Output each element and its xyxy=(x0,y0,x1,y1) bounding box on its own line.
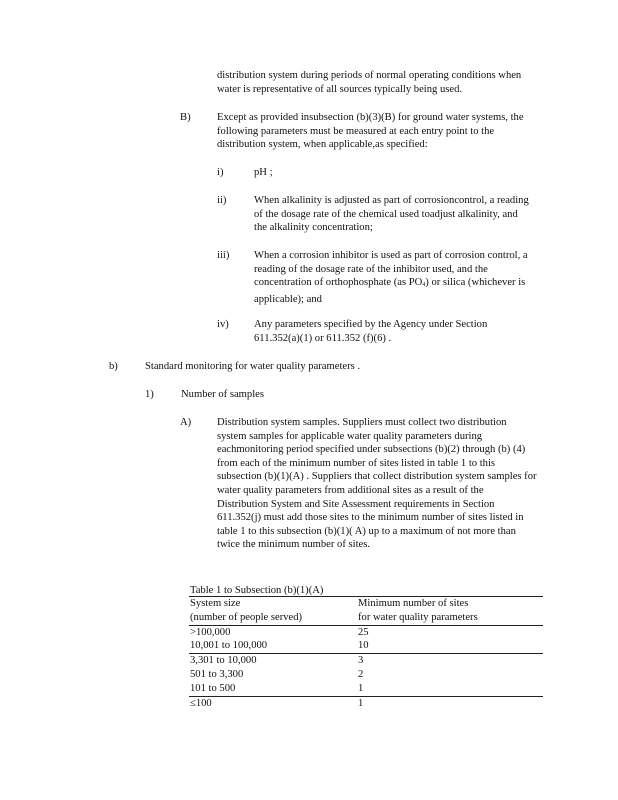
size-value: 501 to 3,300 xyxy=(190,668,244,680)
section-1-heading: Number of samples xyxy=(181,389,264,400)
header-col2-line1: Minimum number of sites xyxy=(358,598,469,609)
cell-size xyxy=(189,625,358,654)
section-1-label: 1) xyxy=(145,389,154,400)
item-b-text: Except as provided insubsection (b)(3)(B) for ground water systems, the following parameters must be measured at each entry point to the distribution system, when applicable,as specified: xyxy=(217,112,524,151)
table-header-row xyxy=(189,597,543,626)
section-b-label: b) xyxy=(109,361,118,372)
sites-value: 3 xyxy=(358,655,364,667)
cell-size xyxy=(189,654,358,696)
section-b-heading: Standard monitoring for water quality parameters . xyxy=(145,361,361,372)
sites-value: 1 xyxy=(358,697,364,709)
size-value: 3,301 to 10,000 xyxy=(190,655,257,667)
subitem-iv-text: Any parameters specified by the Agency under Section 611.352(a)(1) or 611.352 (f)(6) . xyxy=(254,319,488,344)
subitem-ii-text: When alkalinity is adjusted as part of corrosioncontrol, a reading of the dosage rate of the chemical used toadjust alkalinity, and the alkalinity concentration; xyxy=(254,195,529,234)
sites-value: 25 xyxy=(358,626,369,638)
subitem-iii-label: iii) xyxy=(217,250,230,261)
cell-sites xyxy=(358,625,543,654)
subitem-i-text: pH ; xyxy=(254,167,273,178)
size-value: 101 to 500 xyxy=(190,682,236,694)
item-b-label: B) xyxy=(180,112,191,123)
subitem-i-label: i) xyxy=(217,167,224,178)
table-caption: Table 1 to Subsection (b)(1)(A) xyxy=(190,585,324,596)
intro-paragraph: distribution system during periods of normal operating conditions when water is representative of all sources typically being used. xyxy=(217,70,522,95)
table-row xyxy=(189,654,543,696)
cell-sites xyxy=(358,696,543,710)
size-value: 10,001 to 100,000 xyxy=(190,640,268,652)
header-col1-line1: System size xyxy=(190,598,241,609)
size-value: >100,000 xyxy=(190,626,231,638)
table-row xyxy=(189,625,543,654)
cell-size xyxy=(189,696,358,710)
item-a-label: A) xyxy=(180,417,192,428)
header-min-sites xyxy=(358,597,543,626)
subitem-ii-label: ii) xyxy=(217,195,227,206)
size-value: ≤100 xyxy=(190,697,212,709)
subitem-iii-text-post: ) or silica (whichever is applicable); and xyxy=(254,277,526,305)
subitem-iii-text-pre: When a corrosion inhibitor is used as part of corrosion control, a reading of the dosage rate of the inhibitor used, and the concentration of orthophosphate (as PO xyxy=(254,250,528,289)
cell-sites xyxy=(358,654,543,696)
header-col1-line2: (number of people served) xyxy=(190,611,303,623)
header-col2-line2: for water quality parameters xyxy=(358,611,478,623)
sites-value: 10 xyxy=(358,640,369,652)
table-row xyxy=(189,696,543,710)
subitem-iv-label: iv) xyxy=(217,319,229,330)
sites-value: 2 xyxy=(358,668,364,680)
header-system-size xyxy=(189,597,358,626)
sites-table xyxy=(189,596,543,710)
subscript-4: 4 xyxy=(422,282,426,289)
item-a-text: Distribution system samples. Suppliers must collect two distribution system samples for applicable water quality parameters during eachmonitoring period specified under subsections (b)(2) through (b) (4) from each of the minimum number of sites listed in table 1 to this subsection (b)(1)(A) . Suppliers that collect distribution system samples for water quality parameters from additional sites as a result of the Distribution System and Site Assessment requirements in Section 611.352(j) must add those sites to the minimum number of sites listed in table 1 to this subsection (b)(1)( A) up to a maximum of not more than twice the minimum number of sites. xyxy=(217,417,537,551)
subitem-iii-text xyxy=(254,249,534,306)
sites-value: 1 xyxy=(358,682,364,694)
